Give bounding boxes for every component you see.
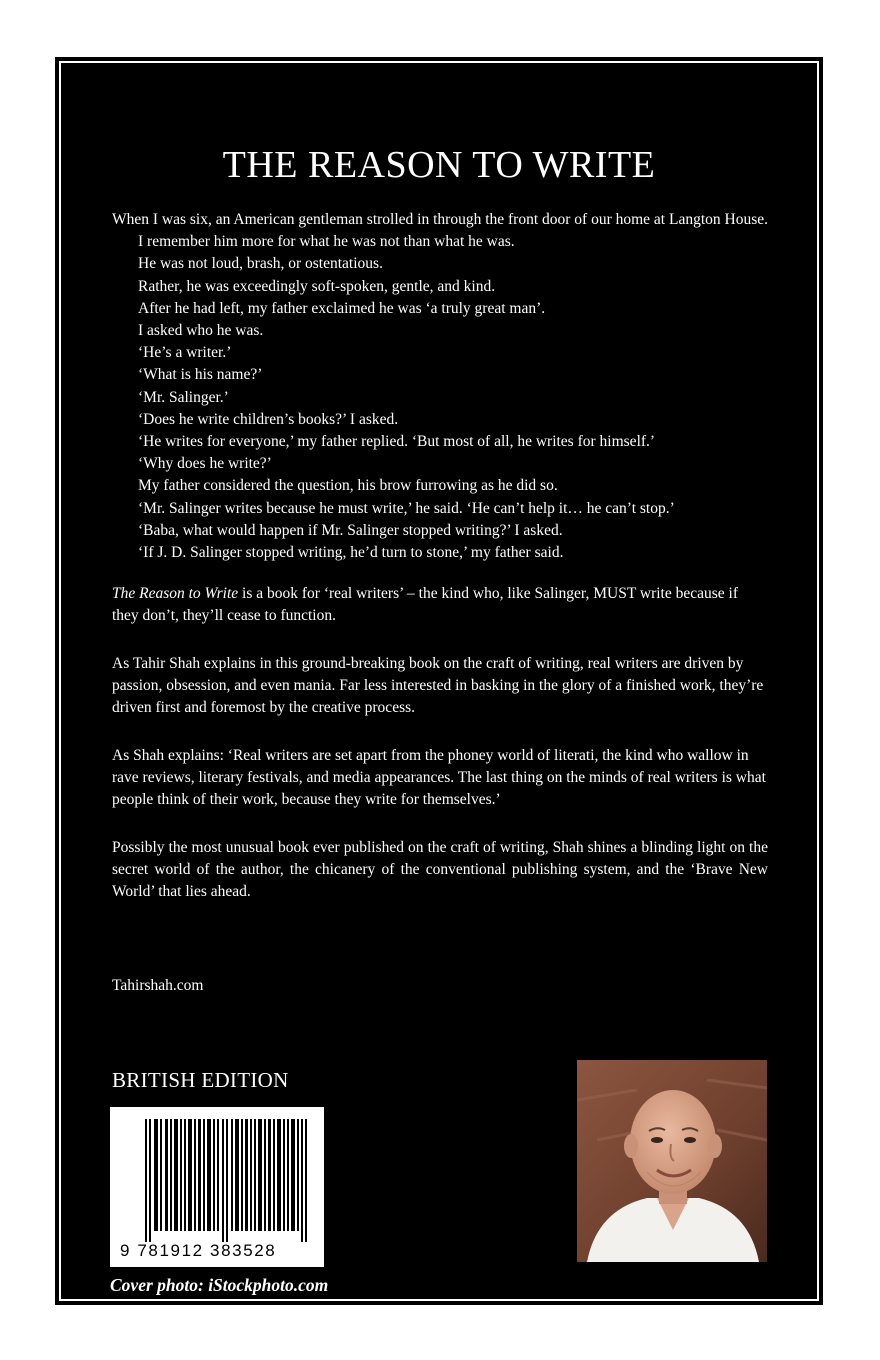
opening-story	[112, 209, 772, 564]
barcode-bars	[145, 1119, 307, 1242]
story-line: I asked who he was.	[138, 322, 264, 340]
story-opening-line: When I was six, an American gentleman strolled in through the front door of our home at Langton House.	[112, 211, 769, 228]
story-line: I remember him more for what he was not than what he was.	[138, 233, 515, 251]
isbn-barcode	[110, 1107, 324, 1267]
story-line: ‘Does he write children’s books?’ I asked.	[138, 410, 399, 428]
website-link[interactable]: Tahirshah.com	[112, 977, 204, 994]
story-line: My father considered the question, his brow furrowing as he did so.	[138, 477, 558, 495]
story-line: ‘He writes for everyone,’ my father replied. ‘But most of all, he writes for himself.’	[138, 433, 656, 451]
black-panel	[55, 57, 823, 1305]
story-line: ‘If J. D. Salinger stopped writing, he’d turn to stone,’ my father said.	[138, 544, 564, 562]
story-line: ‘He’s a writer.’	[138, 344, 232, 362]
blurb-paragraph-1	[112, 583, 768, 627]
story-line: ‘Why does he write?’	[138, 455, 272, 473]
book-title: THE REASON TO WRITE	[222, 144, 656, 186]
blurb-paragraph-2: As Tahir Shah explains in this ground-breaking book on the craft of writing, real writers are driven by passion, obsession, and even mania. Far less interested in basking in the glory of a finished work, they’re driven first and foremost by the creative process.	[112, 655, 764, 717]
blurb-paragraph-4: Possibly the most unusual book ever published on the craft of writing, Shah shines a blinding light on the secret world of the author, the chicanery of the conventional publishing system, and the ‘Brave New World’ that lies ahead.	[112, 839, 768, 901]
blurb-book-title: The Reason to Write	[112, 585, 239, 602]
author-portrait-icon	[577, 1060, 767, 1262]
story-line: After he had left, my father exclaimed he was ‘a truly great man’.	[138, 299, 546, 317]
author-photo-art	[577, 1060, 767, 1262]
blurb-paragraph-3: As Shah explains: ‘Real writers are set apart from the phoney world of literati, the kind who wallow in rave reviews, literary festivals, and media appearances. The last thing on the minds of real writers is what people think of their work, because they write for themselves.’	[112, 747, 766, 809]
cover-photo-credit: Cover photo: iStockphoto.com	[110, 1275, 329, 1295]
isbn-number: 9 781912 383528	[120, 1241, 277, 1260]
story-line: He was not loud, brash, or ostentatious.	[138, 255, 383, 273]
story-line: ‘What is his name?’	[138, 366, 263, 384]
blurb-p1-text: is a book for ‘real writers’ – the kind who, like Salinger, MUST write because if they don’t, they’ll cease to function.	[112, 585, 739, 625]
edition-label: BRITISH EDITION	[112, 1068, 289, 1092]
story-line: ‘Mr. Salinger.’	[138, 388, 229, 406]
story-line: ‘Baba, what would happen if Mr. Salinger stopped writing?’ I asked.	[138, 521, 563, 539]
story-line: ‘Mr. Salinger writes because he must write,’ he said. ‘He can’t help it… he can’t stop.’	[138, 499, 675, 517]
story-line: Rather, he was exceedingly soft-spoken, gentle, and kind.	[138, 277, 496, 295]
